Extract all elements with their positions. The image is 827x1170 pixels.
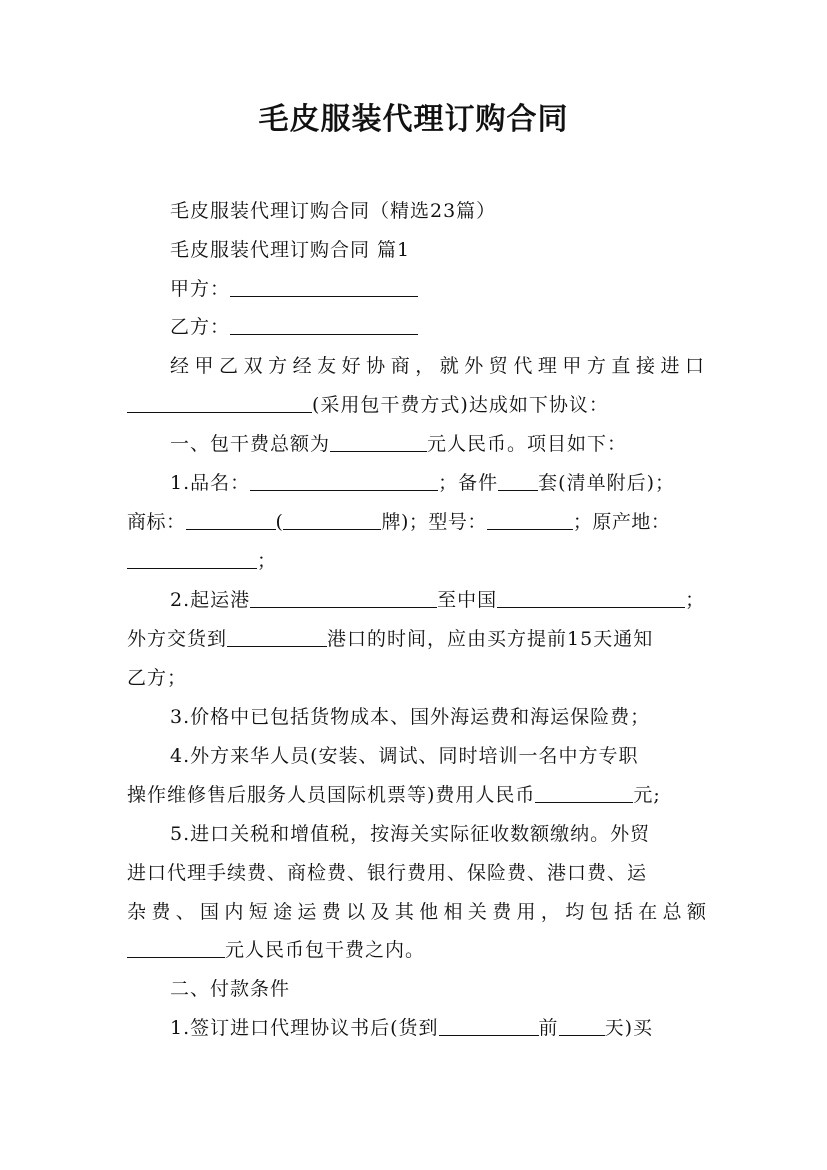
paragraph-line <box>127 503 707 541</box>
paragraph-line <box>127 659 707 697</box>
text: ； <box>685 589 706 611</box>
paragraph-line <box>127 931 707 969</box>
blank-field <box>127 546 257 569</box>
blank-field <box>487 507 573 530</box>
paragraph-line <box>170 815 707 853</box>
blank-field <box>227 624 327 647</box>
blank-field <box>230 274 418 297</box>
party-b-line <box>170 308 707 346</box>
text: 乙方； <box>127 667 188 689</box>
text: 1.品名： <box>170 472 251 494</box>
subtitle-line <box>170 192 707 230</box>
section-heading-line <box>170 231 707 269</box>
paragraph-line <box>170 1009 707 1047</box>
text: (采用包干费方式)达成如下协议： <box>312 394 609 416</box>
text: 操作维修售后服务人员国际机票等)费用人民币 <box>127 784 536 806</box>
section-heading-line <box>170 970 707 1008</box>
text: 牌)；型号： <box>381 511 487 533</box>
text: 5.进口关税和增值税，按海关实际征收数额缴纳。外贸 <box>170 823 651 845</box>
document-title: 毛皮服装代理订购合同 <box>258 102 569 137</box>
blank-field <box>186 507 276 530</box>
paragraph-line <box>170 737 707 775</box>
blank-field <box>283 507 381 530</box>
text: 进口代理手续费、商检费、银行费用、保险费、港口费、运 <box>127 862 648 884</box>
paragraph-line <box>170 347 707 385</box>
text: 元人民币包干费之内。 <box>225 939 426 961</box>
blank-field <box>250 468 438 491</box>
paragraph-line <box>127 620 707 658</box>
blank-field <box>535 780 633 803</box>
paragraph-line <box>127 386 707 424</box>
text: 至中国 <box>437 589 498 611</box>
blank-field <box>498 468 538 491</box>
paragraph-line <box>170 464 707 502</box>
text: 港口的时间，应由买方提前15天通知 <box>327 628 654 650</box>
label: 甲方： <box>170 278 231 300</box>
blank-field <box>439 1013 539 1036</box>
text: 套(清单附后)； <box>538 472 675 494</box>
text: 2.起运港 <box>170 589 251 611</box>
text: ； <box>257 550 278 572</box>
text: 一、包干费总额为 <box>170 433 331 455</box>
text: 毛皮服装代理订购合同（精选23篇） <box>170 200 497 222</box>
blank-field <box>497 585 685 608</box>
paragraph-line <box>170 581 707 619</box>
label: 乙方： <box>170 316 231 338</box>
paragraph-line <box>127 776 707 814</box>
text: 天)买 <box>604 1017 653 1039</box>
blank-field <box>559 1013 605 1036</box>
text: 经甲乙双方经友好协商，就外贸代理甲方直接进口 <box>170 355 707 377</box>
text: ( <box>275 511 284 533</box>
blank-field <box>250 585 437 608</box>
text: 元人民币。项目如下： <box>427 433 628 455</box>
text: 元; <box>633 784 661 806</box>
text: 杂费、国内短途运费以及其他相关费用，均包括在总额 <box>127 901 707 923</box>
party-a-line <box>170 270 707 308</box>
blank-field <box>127 390 312 413</box>
text: 3.价格中已包括货物成本、国外海运费和海运保险费； <box>170 706 651 728</box>
text: 前 <box>538 1017 559 1039</box>
paragraph-line <box>170 425 707 463</box>
text: 毛皮服装代理订购合同 篇1 <box>170 239 411 261</box>
blank-field <box>330 429 427 452</box>
text: 二、付款条件 <box>170 978 291 1000</box>
text: 外方交货到 <box>127 628 228 650</box>
text: 4.外方来华人员(安装、调试、同时培训一名中方专职 <box>170 745 639 767</box>
text: ；备件 <box>438 472 499 494</box>
blank-field <box>230 312 418 335</box>
text: 1.签订进口代理协议书后(货到 <box>170 1017 439 1039</box>
paragraph-line <box>127 893 707 931</box>
paragraph-line <box>127 542 707 580</box>
text: 商标： <box>127 511 186 533</box>
text: ；原产地： <box>572 511 671 533</box>
paragraph-line <box>127 854 707 892</box>
blank-field <box>127 935 225 958</box>
paragraph-line <box>170 698 707 736</box>
